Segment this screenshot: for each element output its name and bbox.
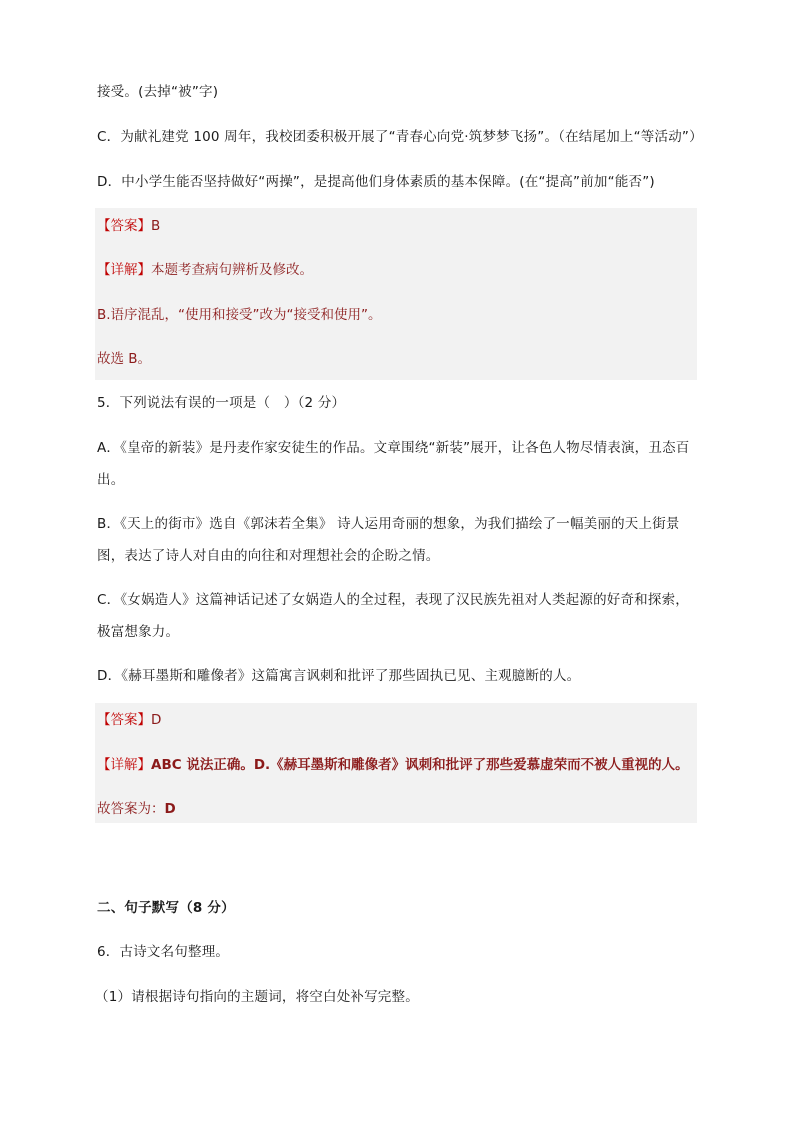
q4-option-d: D．中小学生能否坚持做好“两操”，是提高他们身体素质的基本保障。(在“提高”前加“能否”) bbox=[97, 174, 655, 190]
conclusion-label: 故答案为： bbox=[97, 801, 165, 817]
q4-option-b-tail: 接受。(去掉“被”字) bbox=[97, 84, 219, 100]
q6-stem: 6．古诗文名句整理。 bbox=[97, 944, 230, 960]
q5-conclusion bbox=[97, 799, 176, 819]
q5-option-c-line1: C．《女娲造人》这篇神话记述了女娲造人的全过程，表现了汉民族先祖对人类起源的好奇和探索， bbox=[97, 592, 689, 608]
q5-option-a-line2: 出。 bbox=[97, 472, 125, 488]
conclusion-value: D bbox=[164, 801, 176, 817]
q6-sub1: （1）请根据诗句指向的主题词，将空白处补写完整。 bbox=[95, 989, 419, 1005]
q4-answer-block bbox=[95, 208, 697, 380]
q5-answer-block bbox=[95, 703, 697, 823]
answer-tag: 【答案】 bbox=[97, 218, 151, 234]
answer-value: D bbox=[151, 712, 162, 728]
q4-answer-line bbox=[97, 216, 160, 236]
answer-tag: 【答案】 bbox=[97, 712, 151, 728]
detail-tag: 【详解】 bbox=[97, 757, 151, 773]
detail-text: 本题考查病句辨析及修改。 bbox=[151, 262, 313, 278]
q5-option-d: D．《赫耳墨斯和雕像者》这篇寓言讽刺和批评了那些固执已见、主观臆断的人。 bbox=[97, 668, 581, 684]
q4-detail-b: B.语序混乱，“使用和接受”改为“接受和使用”。 bbox=[97, 307, 382, 323]
detail-tag: 【详解】 bbox=[97, 262, 151, 278]
q4-detail-line bbox=[97, 260, 313, 280]
detail-text: ABC 说法正确。D.《赫耳墨斯和雕像者》讽刺和批评了那些爱慕虚荣而不被人重视的人。 bbox=[151, 757, 689, 773]
q5-option-a-line1: A．《皇帝的新装》是丹麦作家安徒生的作品。文章围绕“新装”展开，让各色人物尽情表演，丑态百 bbox=[97, 440, 690, 456]
q5-answer-line bbox=[97, 710, 161, 730]
answer-value: B bbox=[151, 218, 161, 234]
q5-detail-line bbox=[97, 755, 689, 775]
q5-option-c-line2: 极富想象力。 bbox=[97, 624, 180, 640]
section-heading: 二、句子默写（8 分） bbox=[97, 900, 235, 916]
q4-option-c: C．为献礼建党 100 周年，我校团委积极开展了“青春心向党·筑梦梦飞扬”。（在结尾加上“等活动”） bbox=[97, 129, 703, 145]
q4-conclusion: 故选 B。 bbox=[97, 351, 152, 367]
q5-stem: 5．下列说法有误的一项是（ ）（2 分） bbox=[97, 395, 346, 411]
q5-option-b-line2: 图，表达了诗人对自由的向往和对理想社会的企盼之情。 bbox=[97, 548, 440, 564]
q5-option-b-line1: B．《天上的街市》选自《郭沫若全集》 诗人运用奇丽的想象，为我们描绘了一幅美丽的天上街景 bbox=[97, 516, 680, 532]
